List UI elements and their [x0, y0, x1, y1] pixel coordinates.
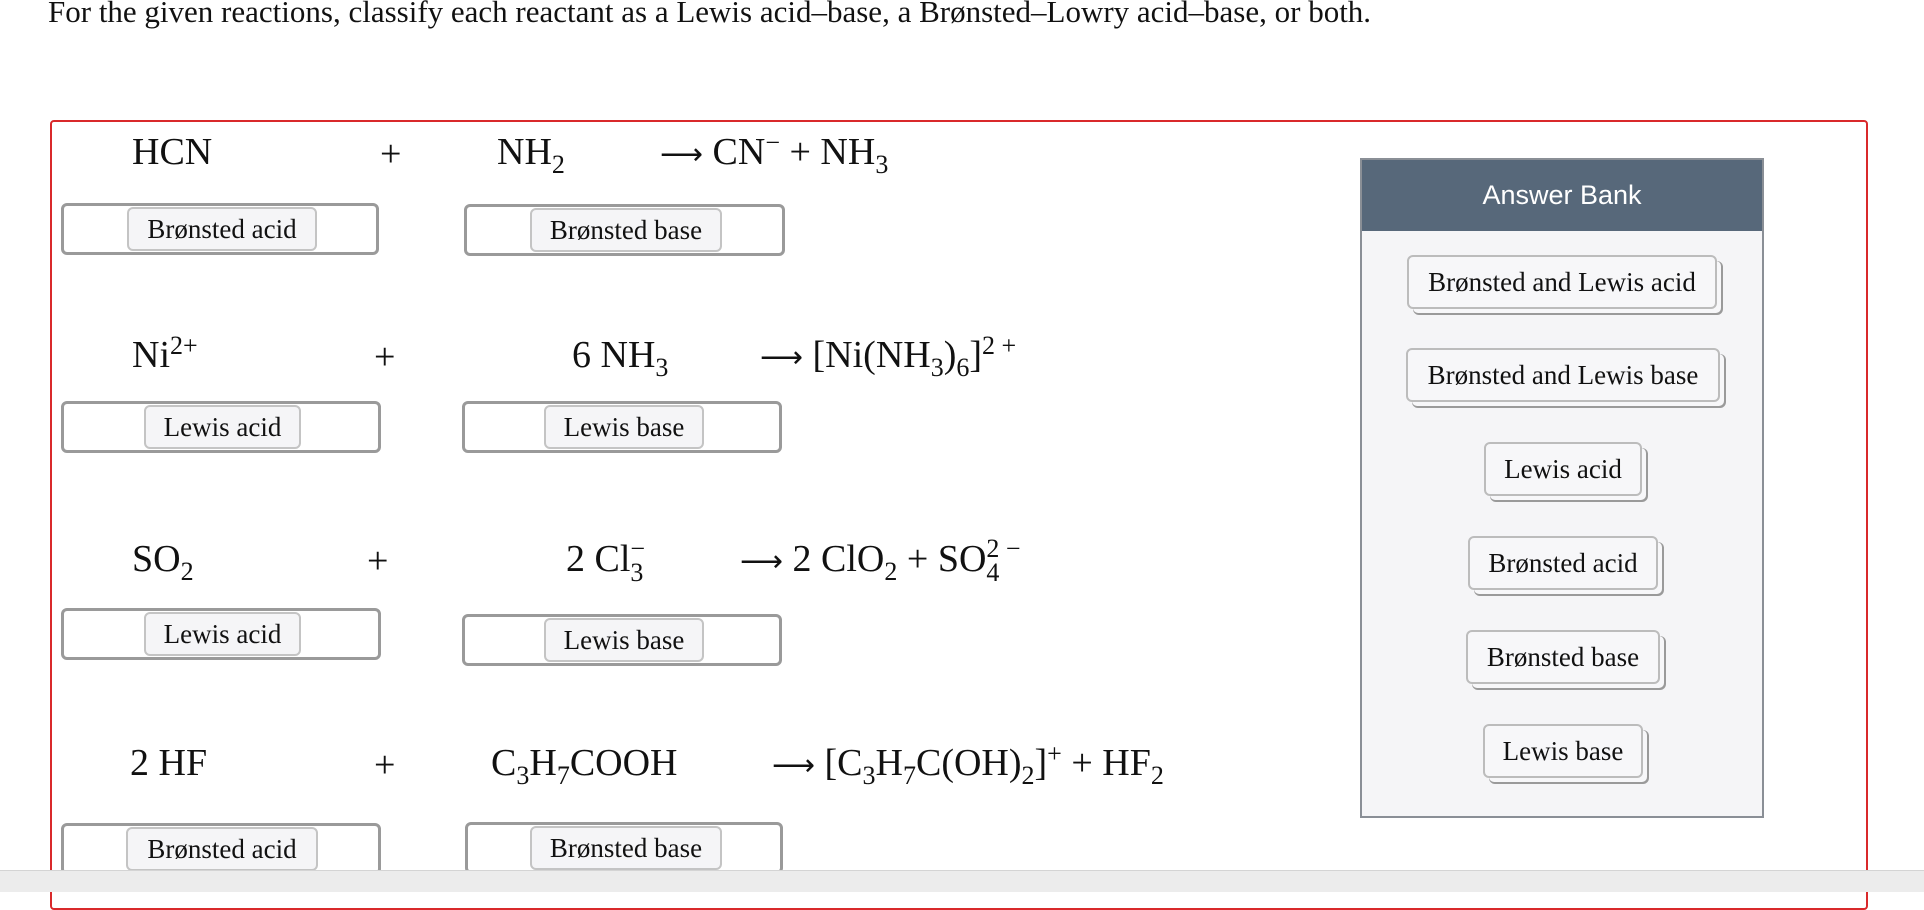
reaction-arrow: ⟶ — [760, 340, 804, 375]
reaction-3-reactant-2: 2 Cl − 3 — [566, 534, 646, 587]
placed-answer-chip[interactable]: Brønsted acid — [126, 827, 318, 871]
placed-answer-chip[interactable]: Lewis acid — [144, 612, 301, 656]
reaction-4-product: ⟶ $[C_3H_7C(OH)_2]^+ + HF_2$ — [772, 739, 1164, 790]
answer-bank-chip[interactable]: Lewis acid — [1484, 442, 1642, 496]
answer-bank-chip[interactable]: Brønsted and Lewis base — [1406, 348, 1720, 402]
bottom-scroll-area — [0, 870, 1924, 892]
question-text: For the given reactions, classify each reactant as a Lewis acid–base, a Brønsted–Lowry acid–base, or both. — [48, 0, 1372, 29]
reaction-arrow: ⟶ — [740, 544, 784, 579]
drop-zone-reaction-3-reactant-2[interactable] — [462, 614, 782, 666]
placed-answer-chip[interactable]: Brønsted acid — [127, 207, 317, 251]
reaction-2-reactant-2: 6 $NH_3$ — [572, 334, 669, 382]
answer-bank — [1360, 158, 1764, 818]
answer-bank-chip[interactable]: Brønsted acid — [1468, 536, 1658, 590]
drop-zone-reaction-3-reactant-1[interactable] — [61, 608, 381, 660]
answer-bank-chip[interactable]: Brønsted base — [1466, 630, 1660, 684]
reaction-1-plus: + — [380, 133, 402, 175]
answer-bank-chip[interactable]: Brønsted and Lewis acid — [1407, 255, 1717, 309]
reaction-1-reactant-1: HCN — [132, 131, 213, 173]
drop-zone-reaction-2-reactant-1[interactable] — [61, 401, 381, 453]
placed-answer-chip[interactable]: Brønsted base — [530, 826, 722, 870]
drop-zone-reaction-1-reactant-1[interactable] — [61, 203, 379, 255]
reaction-4-reactant-2: $C_3H_7COOH$ — [491, 742, 678, 790]
reaction-3-product: ⟶ 2 ClO$_2$ + SO 2 − 4 — [740, 534, 1021, 587]
reaction-1-product: ⟶ $CN^- + NH_3$ — [660, 128, 889, 179]
reaction-arrow: ⟶ — [660, 137, 704, 172]
reaction-2-reactant-1: $Ni^{2+}$ — [132, 331, 198, 376]
reaction-2-plus: + — [374, 336, 396, 378]
reaction-2-product: ⟶ $[Ni(NH_3)_6]^{2 +}$ — [760, 331, 1017, 382]
reaction-1-reactant-2: $NH_2$ — [497, 131, 565, 179]
reaction-3-reactant-1: $SO_2$ — [132, 538, 194, 586]
drop-zone-reaction-4-reactant-1[interactable] — [61, 823, 381, 875]
placed-answer-chip[interactable]: Lewis base — [544, 618, 704, 662]
placed-answer-chip[interactable]: Lewis base — [544, 405, 704, 449]
drop-zone-reaction-4-reactant-2[interactable] — [465, 822, 783, 874]
reaction-4-reactant-1: 2 HF — [130, 742, 208, 784]
answer-bank-chip[interactable]: Lewis base — [1483, 724, 1643, 778]
reaction-arrow: ⟶ — [772, 748, 816, 783]
reaction-3-plus: + — [367, 540, 389, 582]
drop-zone-reaction-1-reactant-2[interactable] — [464, 204, 785, 256]
answer-bank-title: Answer Bank — [1362, 160, 1762, 231]
reaction-4-plus: + — [374, 744, 396, 786]
placed-answer-chip[interactable]: Lewis acid — [144, 405, 301, 449]
placed-answer-chip[interactable]: Brønsted base — [530, 208, 722, 252]
drop-zone-reaction-2-reactant-2[interactable] — [462, 401, 782, 453]
